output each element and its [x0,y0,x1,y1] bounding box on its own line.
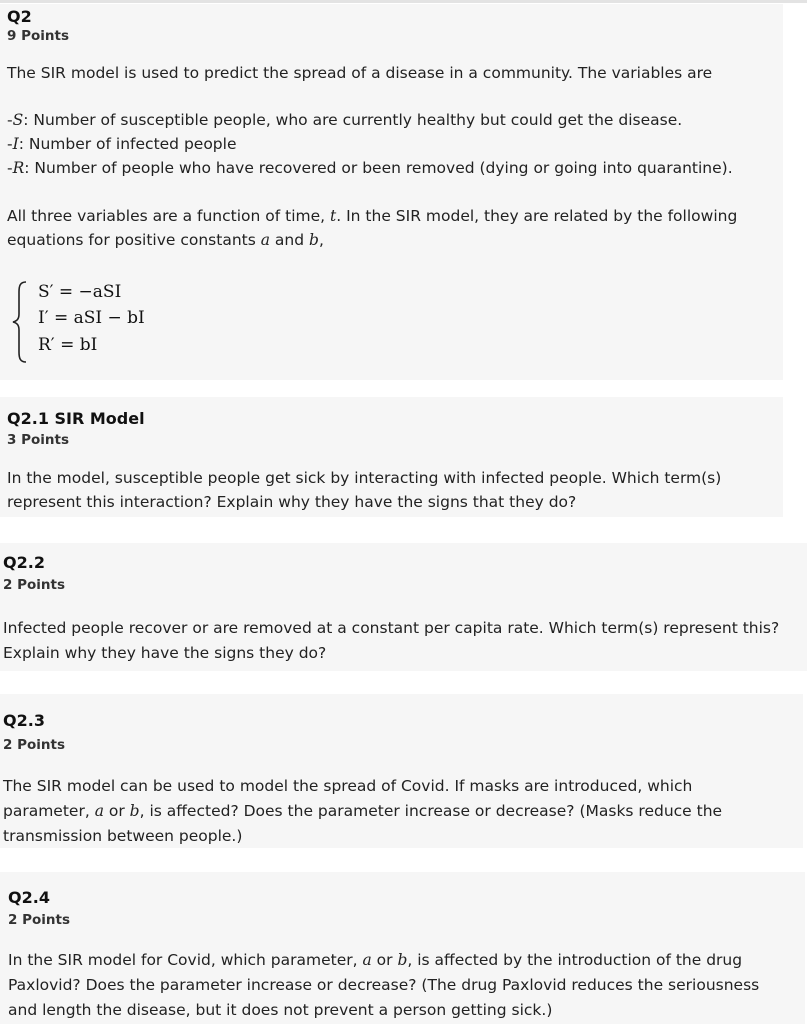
q2-3-prompt-line1: The SIR model can be used to model the spread of Covid. If masks are introduced, which [3,777,693,795]
q2-4-prompt-line1: In the SIR model for Covid, which parameter, a or b, is affected by the introduction of the drug [8,951,743,969]
q2-3-prompt-line3: transmission between people.) [3,827,243,845]
var-s-symbol: S [12,111,24,129]
var-i-symbol: I [12,135,19,153]
variable-i: -I: Number of infected people [7,135,237,153]
q2-2-title: Q2.2 [3,553,45,572]
q2-2-prompt-line1: Infected people recover or are removed at a constant per capita rate. Which term(s) represent this? [3,619,780,637]
q2-intro: The SIR model is used to predict the spread of a disease in a community. The variables are [7,64,713,82]
q2-1-title: Q2.1 SIR Model [7,409,145,428]
equation-i: I′ = aSI − bI [38,308,145,328]
q2-4-prompt-line3: and length the disease, but it does not prevent a person getting sick.) [8,1001,553,1019]
var-r-desc: : Number of people who have recovered or been removed (dying or going into quarantine). [24,159,733,177]
var-s-desc: : Number of susceptible people, who are currently healthy but could get the disease. [23,111,683,129]
equation-r: R′ = bI [38,335,98,355]
question-q2-panel [0,4,783,380]
q2-title: Q2 [7,7,32,26]
var-i-desc: : Number of infected people [18,135,237,153]
q2-1-prompt-line1: In the model, susceptible people get sick by interacting with infected people. Which term(s) [7,469,722,487]
left-brace [12,280,30,364]
sir-equation-system [12,280,172,364]
q2-3-points: 2 Points [3,737,65,753]
q2-4-title: Q2.4 [8,888,50,907]
q2-2-points: 2 Points [3,577,65,593]
q2-4-points: 2 Points [8,912,70,928]
q2-3-prompt-line2: parameter, a or b, is affected? Does the parameter increase or decrease? (Masks reduce the [3,802,723,820]
variable-r: -R: Number of people who have recovered or been removed (dying or going into quarantine). [7,159,733,177]
q2-1-points: 3 Points [7,432,69,448]
equation-s: S′ = −aSI [38,282,122,302]
q2-functions-line1: All three variables are a function of time, t. In the SIR model, they are related by the following [7,207,738,225]
question-q2-3-panel [0,694,803,848]
q2-1-prompt-line2: represent this interaction? Explain why they have the signs that they do? [7,493,577,511]
var-r-symbol: R [12,159,25,177]
question-q2-1-panel [0,397,783,517]
variable-s: -S: Number of susceptible people, who are currently healthy but could get the disease. [7,111,683,129]
q2-3-title: Q2.3 [3,711,45,730]
q2-2-prompt-line2: Explain why they have the signs they do? [3,644,327,662]
top-divider [0,0,807,3]
question-q2-4-panel [0,872,805,1024]
q2-functions-line2: equations for positive constants a and b, [7,231,324,249]
question-q2-2-panel [0,543,807,671]
q2-points: 9 Points [7,28,69,44]
q2-4-prompt-line2: Paxlovid? Does the parameter increase or decrease? (The drug Paxlovid reduces the seriousness [8,976,760,994]
